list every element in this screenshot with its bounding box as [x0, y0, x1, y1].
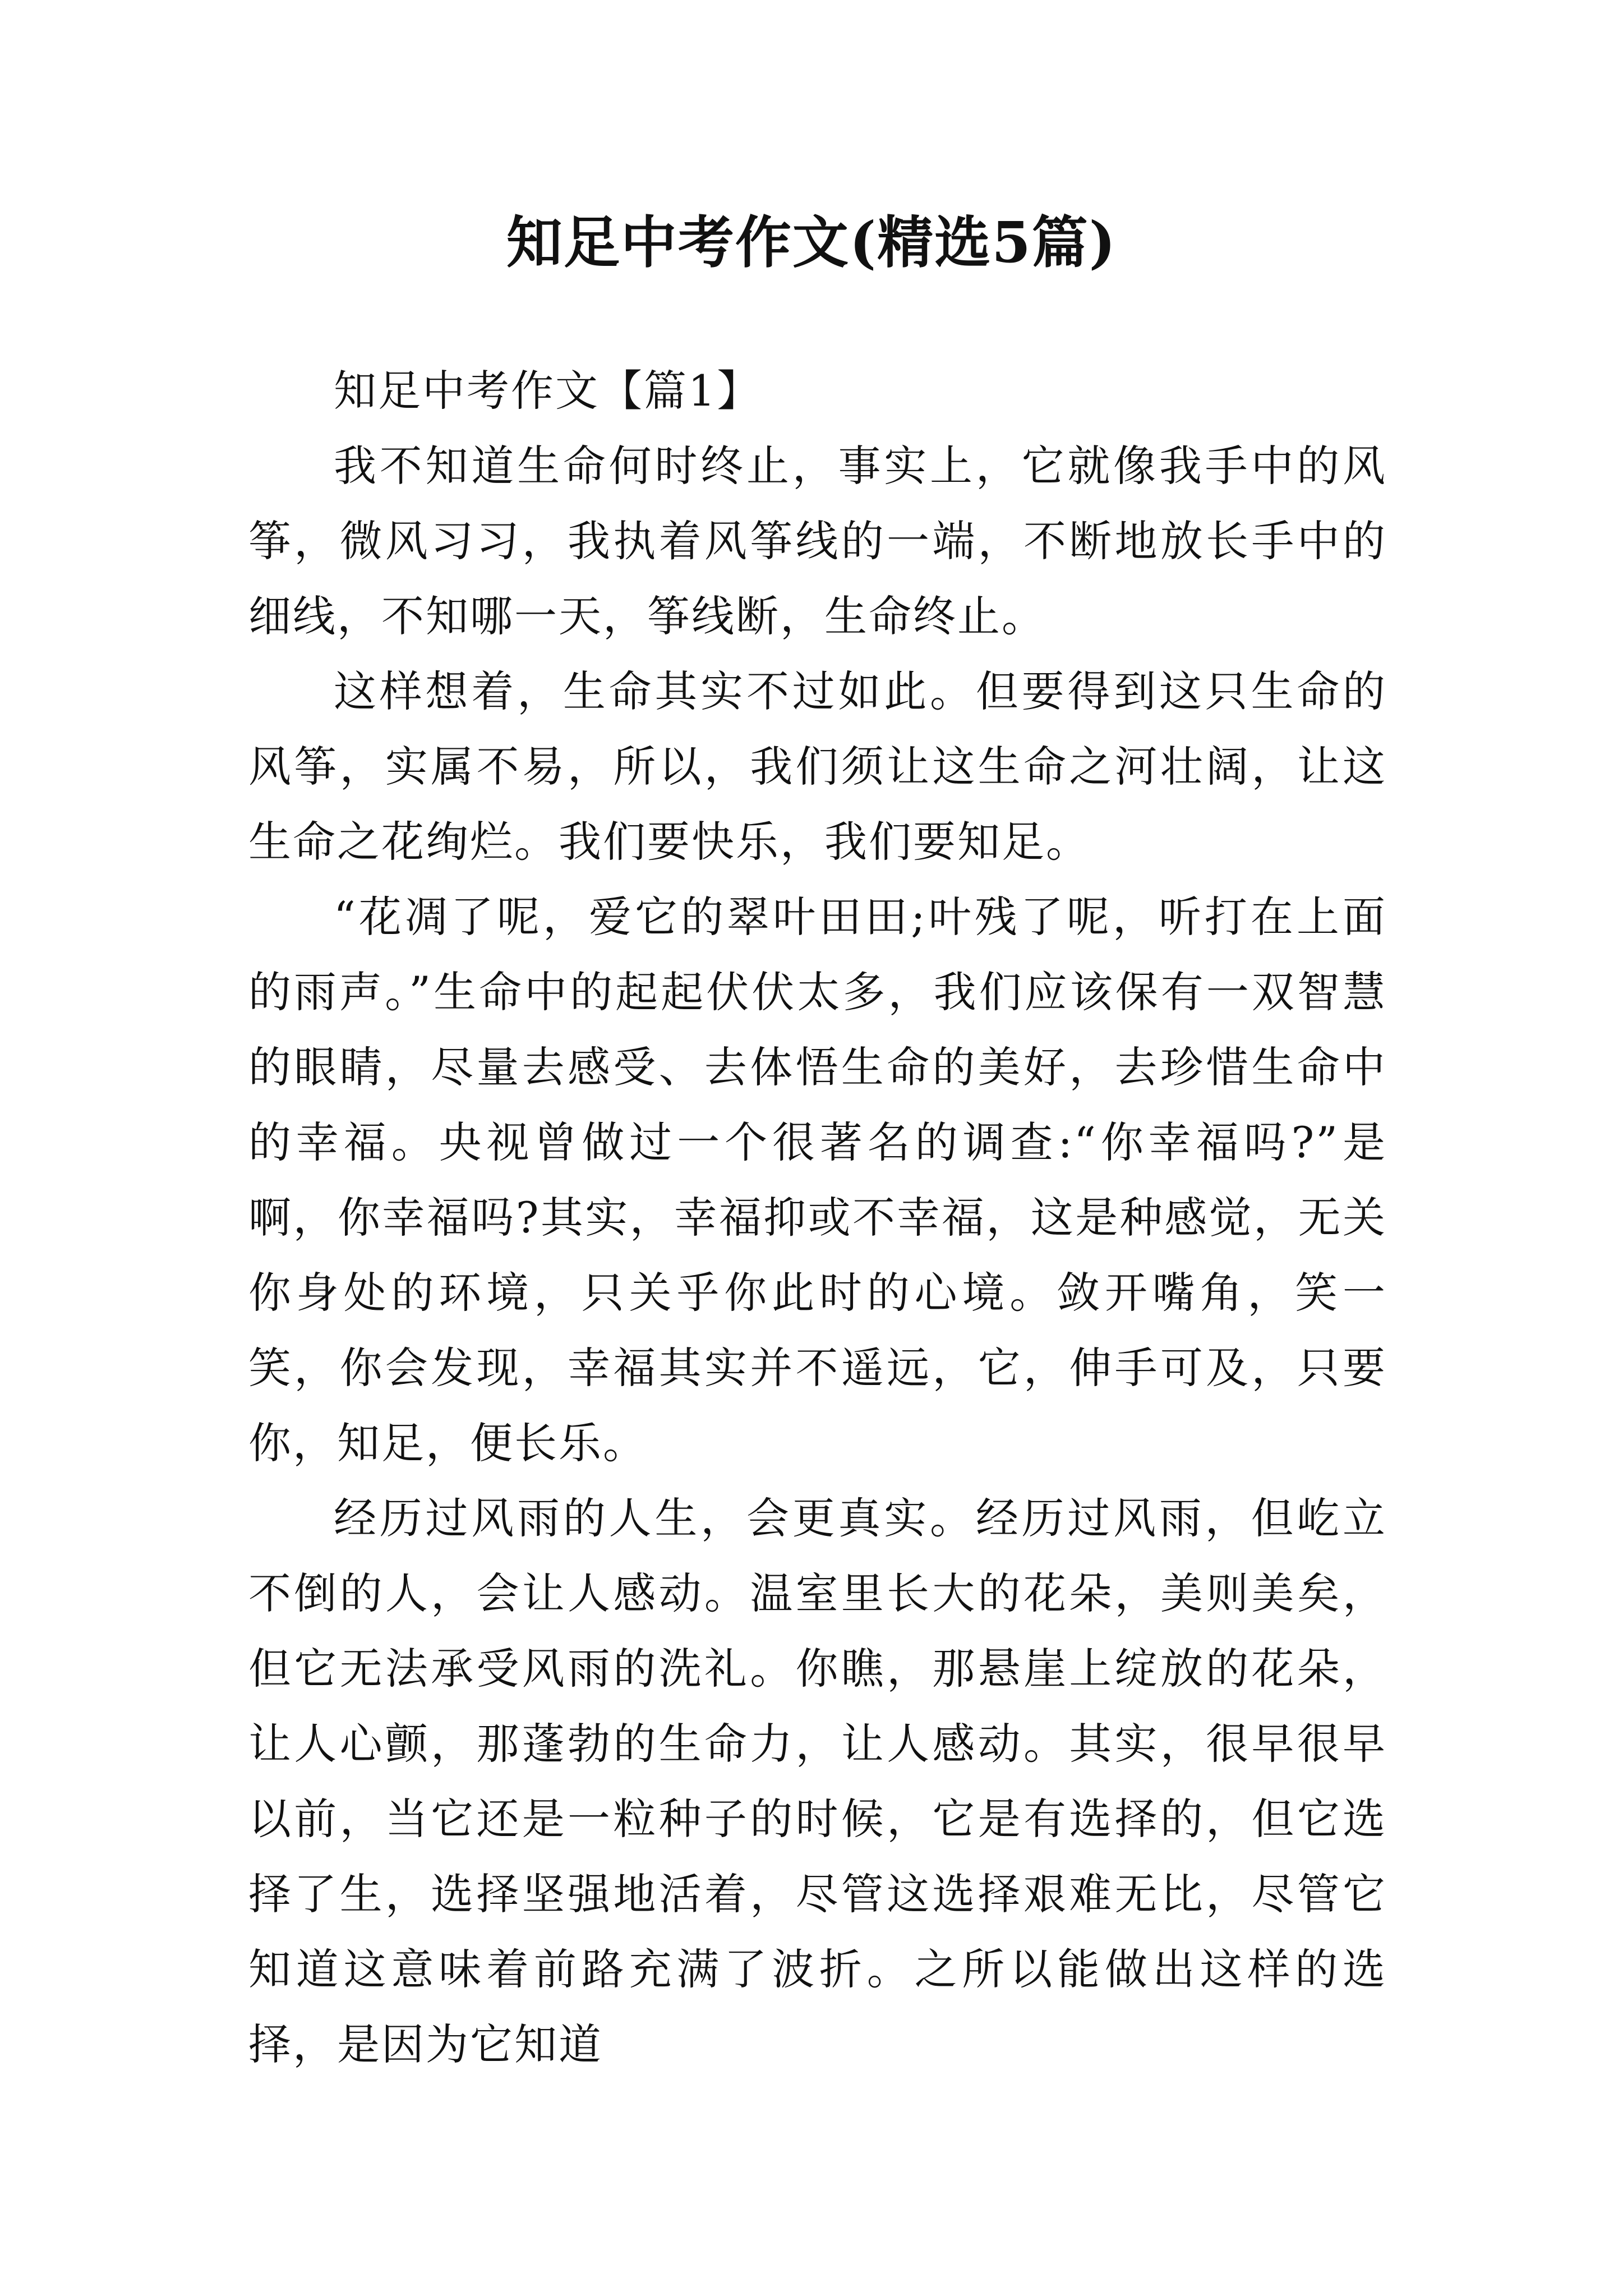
document-body [248, 353, 1387, 2082]
document-title: 知足中考作文(精选5篇) [506, 209, 1117, 275]
section-heading: 知足中考作文【篇1】 [334, 366, 762, 416]
body-paragraph: 这样想着，生命其实不过如此。但要得到这只生命的风筝，实属不易，所以，我们须让这生命之河壮阔，让这生命之花绚烂。我们要快乐，我们要知足。 [248, 666, 1387, 867]
body-paragraph: 经历过风雨的人生，会更真实。经历过风雨，但屹立不倒的人，会让人感动。温室里长大的花朵，美则美矣，但它无法承受风雨的洗礼。你瞧，那悬崖上绽放的花朵，让人心颤，那蓬勃的生命力，让人感动。其实，很早很早以前，当它还是一粒种子的时候，它是有选择的，但它选择了生，选择坚强地活着，尽管这选择艰难无比，尽管它知道这意味着前路充满了波折。之所以能做出这样的选择，是因为它知道 [248, 1493, 1387, 2069]
body-paragraph: 我不知道生命何时终止，事实上，它就像我手中的风筝，微风习习，我执着风筝线的一端，不断地放长手中的细线，不知哪一天，筝线断，生命终止。 [248, 441, 1387, 641]
body-paragraph: “花凋了呢，爱它的翠叶田田;叶残了呢，听打在上面的雨声。”生命中的起起伏伏太多，我们应该保有一双智慧的眼睛，尽量去感受、去体悟生命的美好，去珍惜生命中的幸福。央视曾做过一个很著名的调查:“你幸福吗?”是啊，你幸福吗?其实，幸福抑或不幸福，这是种感觉，无关你身处的环境，只关乎你此时的心境。敛开嘴角，笑一笑，你会发现，幸福其实并不遥远，它，伸手可及，只要你，知足，便长乐。 [248, 892, 1387, 1468]
